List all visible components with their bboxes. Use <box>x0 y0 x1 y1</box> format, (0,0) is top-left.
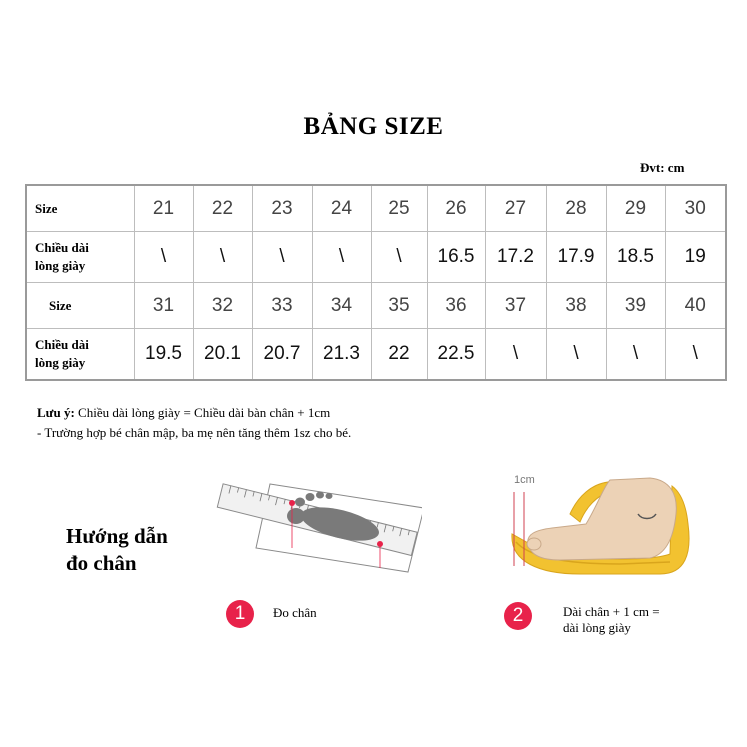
length-cell: \ <box>665 329 726 381</box>
step-1-badge: 1 <box>226 600 254 628</box>
page-title: BẢNG SIZE <box>303 113 444 140</box>
foot-ruler-illustration <box>212 478 422 588</box>
size-cell: 37 <box>485 283 546 329</box>
length-cell: 22.5 <box>427 329 485 381</box>
length-cell: 19 <box>665 232 726 283</box>
size-cell: 33 <box>252 283 312 329</box>
size-cell: 28 <box>546 185 606 232</box>
length-cell: \ <box>252 232 312 283</box>
size-cell: 22 <box>193 185 252 232</box>
length-cell: 21.3 <box>312 329 371 381</box>
size-table <box>25 184 727 381</box>
size-cell: 36 <box>427 283 485 329</box>
note-line-1 <box>37 403 351 423</box>
size-cell: 26 <box>427 185 485 232</box>
size-header: Size <box>26 185 134 232</box>
note-text: Chiều dài lòng giày = Chiều dài bàn chân + 1cm <box>74 405 331 420</box>
size-cell: 40 <box>665 283 726 329</box>
size-cell: 23 <box>252 185 312 232</box>
length-cell: 22 <box>371 329 427 381</box>
step-2-text-line1: Dài chân + 1 cm = <box>563 604 660 619</box>
length-header-line2: lòng giày <box>35 258 86 273</box>
step-2-text-line2: dài lòng giày <box>563 620 631 635</box>
length-cell: \ <box>193 232 252 283</box>
length-header <box>26 232 134 283</box>
length-cell: 20.7 <box>252 329 312 381</box>
note-line-2: - Trường hợp bé chân mập, ba mẹ nên tăng thêm 1sz cho bé. <box>37 425 352 440</box>
guide-title <box>66 523 168 577</box>
size-cell: 25 <box>371 185 427 232</box>
size-cell: 27 <box>485 185 546 232</box>
guide-title-line2: đo chân <box>66 551 137 575</box>
length-cell: \ <box>606 329 665 381</box>
foot-in-shoe-illustration <box>500 474 700 584</box>
length-header-line1: Chiều dài <box>35 240 89 255</box>
length-cell: \ <box>134 232 193 283</box>
length-cell: \ <box>371 232 427 283</box>
size-cell: 21 <box>134 185 193 232</box>
length-header <box>26 329 134 381</box>
length-cell: \ <box>485 329 546 381</box>
size-cell: 24 <box>312 185 371 232</box>
size-cell: 31 <box>134 283 193 329</box>
unit-label: Đvt: cm <box>640 160 685 175</box>
guide-title-line1: Hướng dẫn <box>66 524 168 548</box>
table-row <box>26 232 726 283</box>
size-cell: 38 <box>546 283 606 329</box>
notes <box>37 403 351 443</box>
measure-label: 1cm <box>514 474 535 486</box>
length-cell: \ <box>546 329 606 381</box>
length-cell: 18.5 <box>606 232 665 283</box>
length-cell: 20.1 <box>193 329 252 381</box>
step-2-badge: 2 <box>504 602 532 630</box>
length-header-line2: lòng giày <box>35 355 86 370</box>
size-cell: 29 <box>606 185 665 232</box>
length-header-line1: Chiều dài <box>35 337 89 352</box>
length-cell: 16.5 <box>427 232 485 283</box>
table-row <box>26 283 726 329</box>
size-header: Size <box>26 283 134 329</box>
size-cell: 34 <box>312 283 371 329</box>
table-row <box>26 185 726 232</box>
step-2-text <box>563 604 660 636</box>
length-cell: 19.5 <box>134 329 193 381</box>
size-cell: 32 <box>193 283 252 329</box>
note-label: Lưu ý: <box>37 405 75 420</box>
step-1-text: Đo chân <box>273 605 317 620</box>
length-cell: 17.9 <box>546 232 606 283</box>
size-cell: 35 <box>371 283 427 329</box>
table-row <box>26 329 726 381</box>
length-cell: \ <box>312 232 371 283</box>
size-cell: 39 <box>606 283 665 329</box>
size-cell: 30 <box>665 185 726 232</box>
length-cell: 17.2 <box>485 232 546 283</box>
